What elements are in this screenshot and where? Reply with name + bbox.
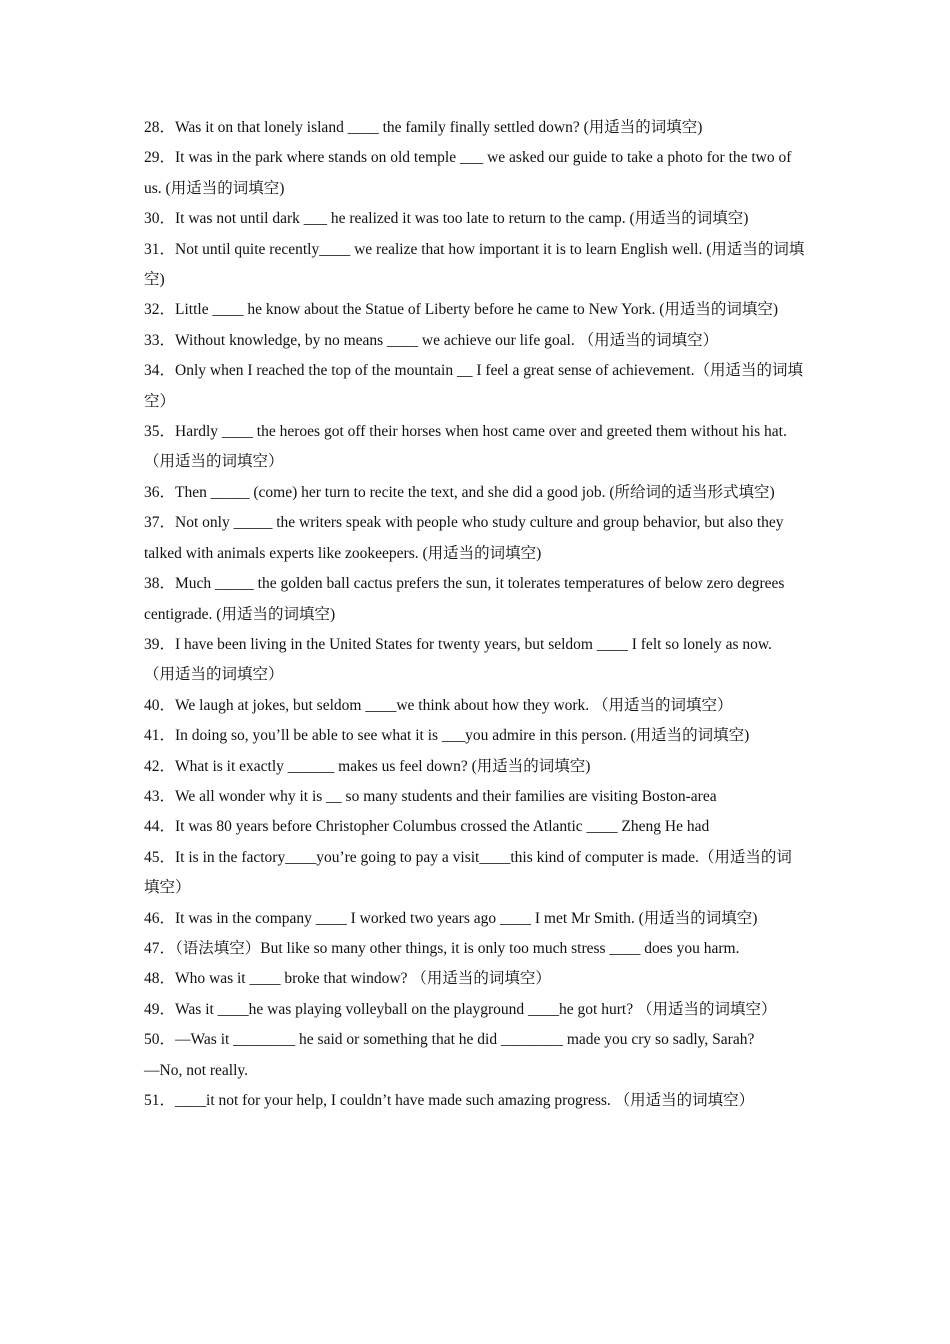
question-34 — [144, 356, 806, 417]
question-37 — [144, 508, 806, 569]
question-number: 31． — [144, 240, 176, 258]
question-44 — [144, 812, 806, 842]
question-number: 49． — [144, 1000, 176, 1018]
question-text: It was in the park where stands on old temple ___ we asked our guide to take a photo for the two of us. (用适当的词填空) — [144, 149, 792, 197]
question-number: 38． — [144, 575, 176, 593]
question-48 — [144, 964, 806, 994]
question-text: In doing so, you’ll be able to see what it is ___you admire in this person. (用适当的词填空) — [175, 727, 750, 745]
question-46 — [144, 904, 806, 934]
question-number: 44． — [144, 818, 176, 836]
question-text: Was it ____he was playing volleyball on the playground ____he got hurt? （用适当的词填空） — [175, 1000, 777, 1018]
question-text: It was in the company ____ I worked two years ago ____ I met Mr Smith. (用适当的词填空) — [175, 909, 758, 927]
question-40 — [144, 691, 806, 721]
question-number: 39． — [144, 635, 176, 653]
question-38 — [144, 569, 806, 630]
question-49 — [144, 995, 806, 1025]
question-text: Little ____ he know about the Statue of Liberty before he came to New York. (用适当的词填空) — [175, 301, 779, 319]
question-number: 48． — [144, 970, 176, 988]
question-41 — [144, 721, 806, 751]
question-text: We laugh at jokes, but seldom ____we think about how they work. （用适当的词填空） — [175, 696, 733, 714]
question-text: ____it not for your help, I couldn’t have made such amazing progress. （用适当的词填空） — [175, 1092, 755, 1109]
question-number: 35． — [144, 423, 176, 441]
question-number: 51． — [144, 1092, 176, 1109]
question-text: Not only _____ the writers speak with people who study culture and group behavior, but also they talked with animals experts like zookeepers. (用适当的词填空) — [144, 514, 784, 562]
question-number: 30． — [144, 210, 176, 228]
question-32 — [144, 295, 806, 325]
question-text: —Was it ________ he said or something that he did ________ made you cry so sadly, Sarah? —No, not really. — [144, 1031, 755, 1079]
question-number: 28． — [144, 119, 176, 136]
question-47 — [144, 934, 806, 964]
question-text: It was 80 years before Christopher Columbus crossed the Atlantic ____ Zheng He had — [175, 818, 710, 836]
question-30 — [144, 204, 806, 234]
question-text: Without knowledge, by no means ____ we achieve our life goal. （用适当的词填空） — [175, 331, 719, 349]
question-36 — [144, 478, 806, 508]
question-text: What is it exactly ______ makes us feel down? (用适当的词填空) — [175, 757, 591, 775]
question-text: （语法填空）But like so many other things, it is only too much stress ____ does you harm. — [175, 939, 740, 957]
question-50 — [144, 1025, 806, 1086]
question-28 — [144, 113, 806, 143]
question-text: It was not until dark ___ he realized it was too late to return to the camp. (用适当的词填空) — [175, 210, 749, 228]
question-text: Not until quite recently____ we realize that how important it is to learn English well. (用适当的词填空) — [144, 240, 805, 289]
question-39 — [144, 630, 806, 691]
question-number: 45． — [144, 848, 176, 866]
question-number: 37． — [144, 514, 176, 532]
question-number: 47． — [144, 939, 176, 957]
question-number: 33． — [144, 331, 176, 349]
question-number: 36． — [144, 483, 176, 501]
question-text: We all wonder why it is __ so many students and their families are visiting Boston-area — [175, 787, 717, 805]
question-text: Much _____ the golden ball cactus prefers the sun, it tolerates temperatures of below zero degrees centigrade. (用适当的词填空) — [144, 575, 785, 623]
question-33 — [144, 326, 806, 356]
question-number: 46． — [144, 909, 176, 927]
question-text: Then _____ (come) her turn to recite the text, and she did a good job. (所给词的适当形式填空) — [175, 483, 775, 501]
question-42 — [144, 752, 806, 782]
question-43 — [144, 782, 806, 812]
question-number: 32． — [144, 301, 176, 319]
question-number: 42． — [144, 757, 176, 775]
question-number: 43． — [144, 787, 176, 805]
question-text: Only when I reached the top of the mountain __ I feel a great sense of achievement.（用适当的词填空） — [144, 362, 803, 410]
question-51 — [144, 1086, 806, 1116]
question-45 — [144, 843, 806, 904]
question-29 — [144, 143, 806, 204]
question-text: It is in the factory____you’re going to pay a visit____this kind of computer is made.（用适当的词填空） — [144, 848, 792, 897]
question-number: 34． — [144, 362, 176, 380]
question-35 — [144, 417, 806, 478]
exercise-list — [144, 113, 806, 1116]
question-number: 29． — [144, 149, 176, 167]
question-text: I have been living in the United States for twenty years, but seldom ____ I felt so lonely as now. （用适当的词填空） — [144, 635, 772, 684]
question-number: 41． — [144, 727, 176, 745]
question-text: Was it on that lonely island ____ the family finally settled down? (用适当的词填空) — [175, 119, 703, 136]
question-number: 50． — [144, 1031, 176, 1049]
question-text: Hardly ____ the heroes got off their horses when host came over and greeted them without his hat. （用适当的词填空） — [144, 423, 787, 471]
question-number: 40． — [144, 696, 176, 714]
question-text: Who was it ____ broke that window? （用适当的词填空） — [175, 970, 551, 988]
question-31 — [144, 235, 806, 296]
